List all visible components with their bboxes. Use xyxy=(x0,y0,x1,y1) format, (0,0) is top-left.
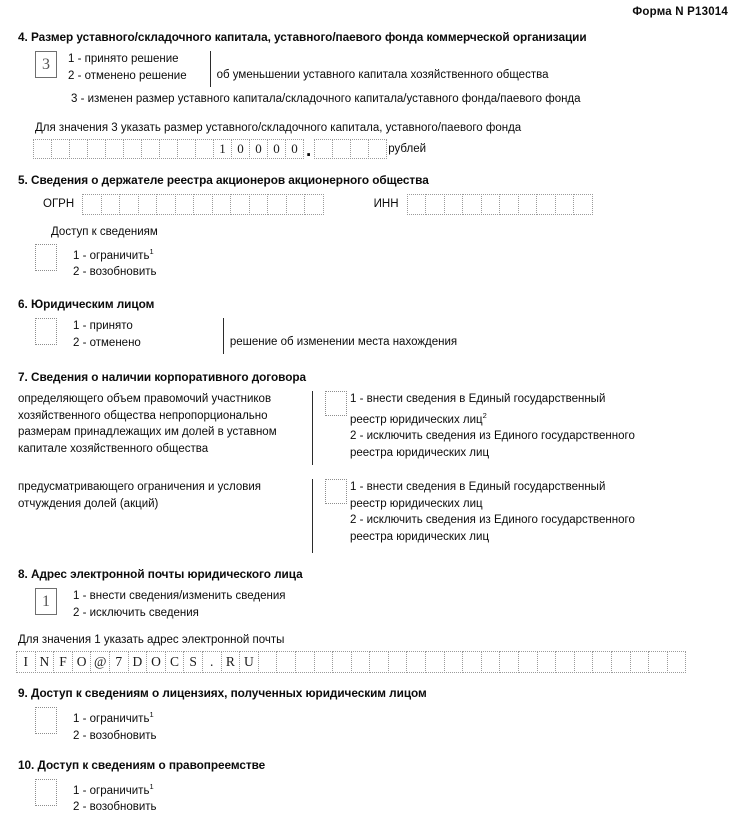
inn-field[interactable] xyxy=(407,194,592,215)
section-corporate-agreement-number: 7. xyxy=(18,370,28,385)
registrar-access-checkbox[interactable] xyxy=(35,244,57,271)
email-cell[interactable] xyxy=(592,651,612,673)
section-licenses xyxy=(0,686,750,744)
email-cell[interactable] xyxy=(648,651,668,673)
registrar-option-1-superscript: 1 xyxy=(149,246,154,256)
corporate-block-2-description-line: предусматривающего ограничения и условия xyxy=(18,481,261,494)
form-number-header: Форма N Р13014 xyxy=(632,6,728,18)
email-action-checkbox[interactable]: 1 xyxy=(35,588,57,615)
corporate-block-1-superscript: 2 xyxy=(482,410,487,420)
capital-brace-rule xyxy=(210,51,211,87)
corporate-block-2-option-1-cont: реестр юридических лиц xyxy=(350,497,483,510)
email-cell[interactable]: C xyxy=(165,651,185,673)
section-legal-entity xyxy=(0,297,750,354)
ogrn-cell[interactable] xyxy=(156,194,176,215)
inn-cell[interactable] xyxy=(462,194,482,215)
capital-integer-cell[interactable] xyxy=(141,139,160,159)
email-cell[interactable] xyxy=(258,651,278,673)
corporate-block-2-option-list xyxy=(350,479,635,545)
capital-integer-cell[interactable]: 0 xyxy=(285,139,304,159)
section-capital-title: Размер уставного/складочного капитала, уставного/паевого фонда коммерческой организации xyxy=(30,30,587,44)
email-cell[interactable]: F xyxy=(53,651,73,673)
section-succession-title: Доступ к сведениям о правопреемстве xyxy=(37,758,266,773)
capital-decimal-cell[interactable] xyxy=(332,139,351,159)
section-succession-heading xyxy=(0,758,750,772)
capital-decimal-cell[interactable] xyxy=(350,139,369,159)
section-registrar xyxy=(0,173,750,281)
inn-cell[interactable] xyxy=(407,194,427,215)
section-licenses-heading xyxy=(0,686,750,700)
succession-access-checkbox[interactable] xyxy=(35,779,57,806)
email-cell[interactable] xyxy=(462,651,482,673)
section-legal-entity-heading xyxy=(0,297,750,311)
inn-cell[interactable] xyxy=(425,194,445,215)
corporate-block-2-option-1[interactable]: 1 - внести сведения в Единый государственный xyxy=(350,481,606,494)
section-registrar-title: Сведения о держателе реестра акционеров акционерного общества xyxy=(30,172,429,187)
corporate-block-1-description-line: хозяйственного общества непропорционально xyxy=(18,409,268,422)
capital-integer-cell[interactable]: 0 xyxy=(231,139,250,159)
email-cell[interactable] xyxy=(388,651,408,673)
registrar-option-1[interactable]: 1 - ограничить$^1$ xyxy=(73,246,154,262)
section-succession xyxy=(0,758,750,816)
capital-option-list xyxy=(68,51,187,84)
capital-brace-phrase: об уменьшении уставного капитала хозяйственного общества xyxy=(216,69,549,81)
capital-integer-cell[interactable] xyxy=(51,139,70,159)
succession-option-1-superscript: 1 xyxy=(149,782,154,792)
section-capital xyxy=(0,30,750,159)
inn-cell[interactable] xyxy=(481,194,501,215)
email-cell[interactable] xyxy=(314,651,334,673)
corporate-block-2-description xyxy=(18,479,298,512)
ogrn-cell[interactable] xyxy=(267,194,287,215)
ogrn-field[interactable] xyxy=(82,194,323,215)
corporate-block-2-option-2[interactable]: 2 - исключить сведения из Единого государственного xyxy=(350,514,635,527)
capital-integer-cell[interactable] xyxy=(123,139,142,159)
succession-option-2[interactable]: 2 - возобновить xyxy=(73,801,157,814)
capital-decimal-cell[interactable] xyxy=(368,139,387,159)
email-cell[interactable]: S xyxy=(183,651,203,673)
email-cell[interactable] xyxy=(425,651,445,673)
email-option-2[interactable]: 2 - исключить сведения xyxy=(73,606,199,619)
inn-cell[interactable] xyxy=(573,194,593,215)
capital-option-1[interactable]: 1 - принято решение xyxy=(68,53,179,65)
registrar-access-label: Доступ к сведениям xyxy=(51,225,158,238)
email-cell[interactable]: 7 xyxy=(109,651,129,673)
capital-amount-separator: . xyxy=(306,139,312,161)
email-cell[interactable]: U xyxy=(239,651,259,673)
section-email-heading xyxy=(0,567,750,581)
section-registrar-number: 5. xyxy=(18,172,28,187)
capital-amount-integer-field[interactable] xyxy=(33,139,303,159)
section-email xyxy=(0,567,750,673)
ogrn-cell[interactable] xyxy=(138,194,158,215)
registrar-option-2[interactable]: 2 - возобновить xyxy=(73,265,157,278)
capital-integer-cell[interactable] xyxy=(33,139,52,159)
capital-integer-cell[interactable] xyxy=(177,139,196,159)
corporate-block-1-rule xyxy=(312,391,313,465)
corporate-block-2-option-2-cont: реестра юридических лиц xyxy=(350,530,490,543)
section-corporate-agreement xyxy=(0,370,750,553)
capital-integer-cell[interactable] xyxy=(87,139,106,159)
legal-entity-brace-phrase: решение об изменении места нахождения xyxy=(229,336,458,349)
corporate-block-1-option-list xyxy=(350,391,635,461)
email-cell[interactable] xyxy=(611,651,631,673)
capital-integer-cell[interactable] xyxy=(105,139,124,159)
capital-amount-hint: Для значения 3 указать размер уставного/складочного капитала, уставного/паевого фонда xyxy=(35,121,522,134)
email-cell[interactable]: I xyxy=(16,651,36,673)
corporate-block-1-description-line: размерам принадлежащих им долей в уставном xyxy=(18,426,277,439)
capital-option-2[interactable]: 2 - отменено решение xyxy=(68,69,187,82)
email-cell[interactable]: @ xyxy=(90,651,110,673)
email-cell[interactable] xyxy=(406,651,426,673)
section-capital-number: 4. xyxy=(18,30,28,44)
licenses-option-list xyxy=(73,707,157,744)
email-cell[interactable] xyxy=(518,651,538,673)
email-hint: Для значения 1 указать адрес электронной почты xyxy=(18,634,285,647)
corporate-block-2-rule xyxy=(312,479,313,553)
email-option-list xyxy=(73,588,286,621)
section-licenses-number: 9. xyxy=(18,686,28,701)
capital-decimal-cell[interactable] xyxy=(314,139,333,159)
corporate-block-2-description-line: отчуждения долей (акций) xyxy=(18,497,159,510)
email-cell[interactable] xyxy=(499,651,519,673)
legal-entity-option-list xyxy=(73,318,141,351)
email-cell[interactable]: O xyxy=(72,651,92,673)
section-email-number: 8. xyxy=(18,567,28,582)
ogrn-cell[interactable] xyxy=(249,194,269,215)
inn-label: ИНН xyxy=(373,198,399,210)
licenses-option-1[interactable]: 1 - ограничить$^1$ xyxy=(73,710,154,726)
legal-entity-decision-checkbox[interactable] xyxy=(35,318,57,345)
section-legal-entity-number: 6. xyxy=(18,297,28,312)
legal-entity-brace-rule xyxy=(223,318,224,354)
email-cell[interactable] xyxy=(351,651,371,673)
section-corporate-agreement-heading xyxy=(0,370,750,384)
inn-cell[interactable] xyxy=(518,194,538,215)
inn-cell[interactable] xyxy=(536,194,556,215)
ogrn-cell[interactable] xyxy=(82,194,102,215)
email-cell[interactable]: D xyxy=(128,651,148,673)
ogrn-cell[interactable] xyxy=(193,194,213,215)
email-cell[interactable] xyxy=(630,651,650,673)
email-cell[interactable]: O xyxy=(146,651,166,673)
section-capital-heading xyxy=(0,30,750,44)
capital-currency-label: рублей xyxy=(388,142,427,155)
inn-cell[interactable] xyxy=(499,194,519,215)
email-cell[interactable]: N xyxy=(35,651,55,673)
section-registrar-heading xyxy=(0,173,750,187)
capital-integer-cell[interactable] xyxy=(195,139,214,159)
email-cell[interactable] xyxy=(295,651,315,673)
email-address-field[interactable] xyxy=(16,651,750,673)
licenses-option-1-superscript: 1 xyxy=(149,710,154,720)
ogrn-cell[interactable] xyxy=(101,194,121,215)
corporate-block-1-description xyxy=(18,391,298,457)
email-cell[interactable] xyxy=(444,651,464,673)
capital-amount-decimal-field[interactable] xyxy=(314,139,386,159)
succession-option-1[interactable]: 1 - ограничить$^1$ xyxy=(73,782,154,797)
corporate-block-1-option-2[interactable]: 2 - исключить сведения из Единого государственного xyxy=(350,430,635,443)
capital-integer-cell[interactable] xyxy=(69,139,88,159)
corporate-block-1-description-line: капитале хозяйственного общества xyxy=(18,442,209,455)
capital-integer-cell[interactable]: 0 xyxy=(267,139,286,159)
capital-option-3[interactable]: 3 - изменен размер уставного капитала/складочного капитала/уставного фонда/паевого фонда xyxy=(71,93,581,105)
ogrn-cell[interactable] xyxy=(175,194,195,215)
email-cell[interactable]: . xyxy=(202,651,222,673)
corporate-block-1-description-line: определяющего объем правомочий участников xyxy=(18,393,272,406)
email-cell[interactable] xyxy=(369,651,389,673)
section-legal-entity-title: Юридическим лицом xyxy=(30,297,155,312)
licenses-option-2[interactable]: 2 - возобновить xyxy=(73,729,157,742)
inn-cell[interactable] xyxy=(555,194,575,215)
email-cell[interactable] xyxy=(276,651,296,673)
email-cell[interactable] xyxy=(481,651,501,673)
ogrn-cell[interactable] xyxy=(304,194,324,215)
legal-entity-option-1[interactable]: 1 - принято xyxy=(73,320,133,333)
capital-integer-cell[interactable]: 0 xyxy=(249,139,268,159)
corporate-block-1-option-1-cont: реестр юридических лиц$^2$ xyxy=(350,410,487,426)
section-licenses-title: Доступ к сведениям о лицензиях, полученных юридическим лицом xyxy=(30,686,427,701)
ogrn-cell[interactable] xyxy=(230,194,250,215)
email-cell[interactable] xyxy=(555,651,575,673)
legal-entity-option-2[interactable]: 2 - отменено xyxy=(73,336,141,349)
corporate-block-1-option-1[interactable]: 1 - внести сведения в Единый государственный xyxy=(350,393,606,406)
capital-decision-checkbox[interactable]: 3 xyxy=(35,51,57,78)
email-option-1[interactable]: 1 - внести сведения/изменить сведения xyxy=(73,590,286,603)
email-cell[interactable] xyxy=(667,651,687,673)
ogrn-label: ОГРН xyxy=(43,198,75,210)
email-cell[interactable] xyxy=(537,651,557,673)
section-email-title: Адрес электронной почты юридического лица xyxy=(30,567,303,582)
corporate-block-1-option-2-cont: реестра юридических лиц xyxy=(350,446,490,459)
capital-integer-cell[interactable]: 1 xyxy=(213,139,232,159)
email-cell[interactable] xyxy=(332,651,352,673)
corporate-block-2-checkbox[interactable] xyxy=(325,479,347,504)
inn-cell[interactable] xyxy=(444,194,464,215)
succession-option-list xyxy=(73,779,157,816)
corporate-block-1-checkbox[interactable] xyxy=(325,391,347,416)
section-succession-number: 10. xyxy=(18,758,35,773)
section-corporate-agreement-title: Сведения о наличии корпоративного договора xyxy=(30,370,307,385)
ogrn-cell[interactable] xyxy=(119,194,139,215)
ogrn-cell[interactable] xyxy=(212,194,232,215)
capital-integer-cell[interactable] xyxy=(159,139,178,159)
registrar-option-list xyxy=(73,244,157,281)
email-cell[interactable]: R xyxy=(221,651,241,673)
email-cell[interactable] xyxy=(574,651,594,673)
licenses-access-checkbox[interactable] xyxy=(35,707,57,734)
ogrn-cell[interactable] xyxy=(286,194,306,215)
